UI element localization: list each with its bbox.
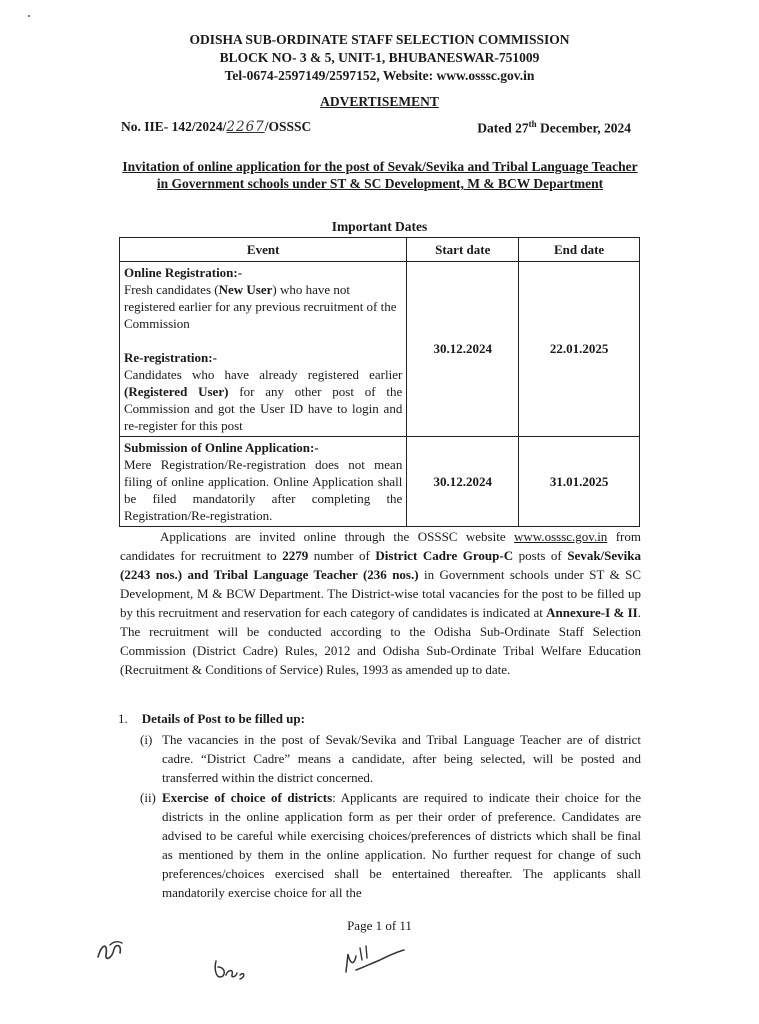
table-row — [120, 262, 640, 437]
scan-speck — [28, 15, 30, 17]
start-date-cell: 30.12.2024 — [407, 262, 519, 437]
important-dates-heading: Important Dates — [331, 219, 428, 234]
column-header: End date — [519, 238, 640, 262]
event-cell — [120, 262, 407, 437]
org-address: BLOCK NO- 3 & 5, UNIT-1, BHUBANESWAR-751009 — [219, 50, 540, 65]
end-date-cell: 22.01.2025 — [519, 262, 640, 437]
list-item: (i) The vacancies in the post of Sevak/Sevika and Tribal Language Teacher are of district cadre. “District Cadre” means a candidate, after being selected, will be posted and transferred within the district concerned. — [140, 732, 641, 785]
advertisement-heading: ADVERTISEMENT — [320, 94, 439, 109]
org-contact: Tel-0674-2597149/2597152, Website: www.osssc.gov.in — [224, 68, 535, 83]
website-link[interactable]: www.osssc.gov.in — [514, 529, 608, 544]
officer-signature — [340, 940, 410, 980]
initials-signature — [92, 935, 132, 967]
notice-title: Invitation of online application for the post of Sevak/Sevika and Tribal Language Teacher in Government schools under ST & SC Development, M & BCW Department — [122, 159, 638, 191]
column-header: Event — [120, 238, 407, 262]
reference-number: No. IIE- 142/2024/2267/OSSSC — [121, 119, 312, 135]
table-header-row — [120, 238, 640, 262]
reregistration-heading: Re-registration:- — [124, 350, 217, 365]
page-number: Page 1 of 11 — [347, 918, 412, 933]
important-dates-table — [119, 237, 640, 527]
submission-text: Mere Registration/Re-registration does not mean filing of online application. Online Application shall be filed mandatorily after completing the Registration/Re-registration. — [124, 457, 403, 523]
reference-date: Dated 27th December, 2024 — [477, 119, 631, 136]
start-date-cell: 30.12.2024 — [407, 437, 519, 527]
org-name: ODISHA SUB-ORDINATE STAFF SELECTION COMMISSION — [189, 32, 570, 47]
reregistration-text: Candidates who have already registered earlier (Registered User) for any other post of the Commission and got the User ID have to login and re-register for this post — [124, 367, 403, 433]
section-heading: 1. Details of Post to be filled up: — [118, 711, 305, 726]
handwritten-number: 2267 — [226, 119, 265, 135]
das-signature — [210, 955, 250, 985]
column-header: Start date — [407, 238, 519, 262]
end-date-cell: 31.01.2025 — [519, 437, 640, 527]
registration-text: Fresh candidates (New User) who have not registered earlier for any previous recruitment of the Commission — [124, 282, 397, 331]
submission-heading: Submission of Online Application:- — [124, 440, 319, 455]
list-item: (ii) Exercise of choice of districts: Applicants are required to indicate their choice for the districts in the online application form as per their order of preference. Candidates are advised to be careful while exercising choices/preferences of districts which shall be final as mentioned by them in the online application. No further request for change of such preferences/choices exercised shall be entertained thereafter. The applicants shall mandatorily exercise choice for all the — [140, 790, 641, 900]
intro-paragraph: Applications are invited online through the OSSSC website www.osssc.gov.in from candidates for recruitment to 2279 number of District Cadre Group-C posts of Sevak/Sevika (2243 nos.) and Tribal Language Teacher (236 nos.) in Government schools under ST & SC Development, M & BCW Department. The District-wise total vacancies for the post to be filled up by this recruitment and reservation for each category of candidates is indicated at Annexure-I & II. The recruitment will be conducted according to the Odisha Sub-Ordinate Staff Selection Commission (District Cadre) Rules, 2012 and Odisha Sub-Ordinate Tribal Welfare Education (Recruitment & Conditions of Service) Rules, 1993 as amended up to date. — [120, 529, 641, 677]
table-row — [120, 437, 640, 527]
registration-heading: Online Registration:- — [124, 265, 243, 280]
event-cell — [120, 437, 407, 527]
